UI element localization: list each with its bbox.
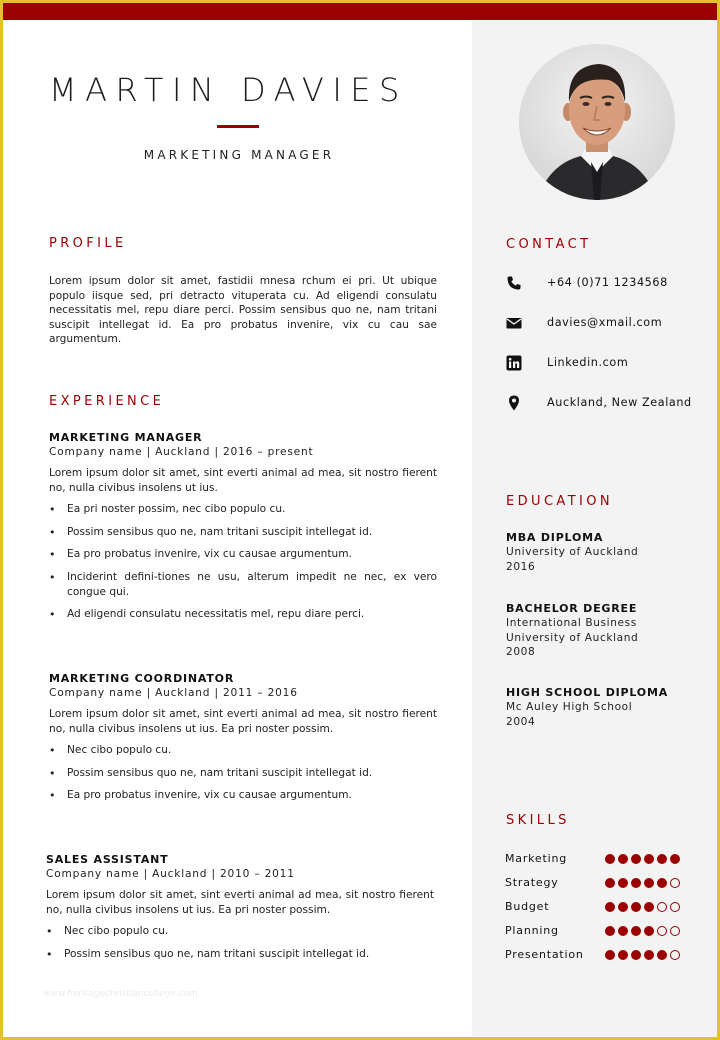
rating-dot-filled (618, 902, 628, 912)
bullet-text: Ea pro probatus invenire, vix cu causae argumentum. (67, 789, 352, 801)
rating-dot-empty (670, 878, 680, 888)
bullet-text: Possim sensibus quo ne, nam tritani suscipit intellegat id. (67, 766, 373, 779)
rating-dot-filled (657, 854, 667, 864)
education-title: HIGH SCHOOL DIPLOMA (506, 686, 669, 699)
rating-dot-filled (644, 878, 654, 888)
job-description: Lorem ipsum dolor sit amet, sint everti animal ad mea, sit nostro fierent no, nulla civibus insolens ut ius. Ea pri noster possim. (49, 708, 437, 735)
skill-row (505, 923, 685, 939)
candidate-title: MARKETING MANAGER (143, 148, 335, 162)
job-bullets (49, 502, 437, 622)
contact-location (506, 393, 716, 413)
rating-dot-filled (644, 926, 654, 936)
experience-item (49, 431, 437, 630)
job-title: MARKETING COORDINATOR (49, 672, 235, 685)
job-bullets (46, 924, 434, 962)
education-line: International Business (506, 617, 637, 629)
job-bullets (49, 743, 437, 803)
skill-name: Strategy (505, 876, 559, 889)
contact-text[interactable]: davies@xmail.com (547, 316, 663, 329)
rating-dot-filled (644, 854, 654, 864)
rating-dot-filled (631, 926, 641, 936)
bullet-item: • Inciderint defini-tiones ne usu, alterum impedit ne nec, ex vero congue qui. (49, 570, 437, 598)
job-description: Lorem ipsum dolor sit amet, sint everti animal ad mea, sit nostro fierent no, nulla civibus insolens ut ius. (49, 467, 437, 494)
contact-text[interactable]: Linkedin.com (547, 356, 629, 369)
rating-dot-filled (631, 854, 641, 864)
rating-dot-filled (644, 950, 654, 960)
bullet-text: Ea pri noster possim, nec cibo populo cu. (67, 503, 286, 515)
job-company: Company name | Auckland | 2016 – present (49, 446, 314, 458)
education-item (506, 602, 711, 660)
rating-dot-filled (631, 950, 641, 960)
rating-dot-filled (605, 902, 615, 912)
bullet-text: Ea pro probatus invenire, vix cu causae argumentum. (67, 548, 352, 560)
skill-name: Presentation (505, 948, 584, 961)
job-title: MARKETING MANAGER (49, 431, 203, 444)
job-description: Lorem ipsum dolor sit amet, sint everti animal ad mea, sit nostro fierent no, nulla civibus insolens ut ius. Ea pri noster possim. (46, 889, 434, 916)
bullet-item: • Ea pro probatus invenire, vix cu causae argumentum. (49, 789, 352, 802)
skill-row (505, 899, 685, 915)
phone-icon (506, 275, 522, 291)
job-title: SALES ASSISTANT (46, 853, 169, 866)
skill-name: Planning (505, 924, 559, 937)
rating-dot-filled (644, 902, 654, 912)
rating-dot-filled (605, 926, 615, 936)
contact-linkedin (506, 353, 716, 373)
education-line: 2008 (506, 646, 536, 658)
bullet-text: Nec cibo populo cu. (67, 744, 172, 756)
skill-name: Budget (505, 900, 550, 913)
education-item (506, 686, 711, 729)
bullet-item: • Nec cibo populo cu. (49, 744, 172, 757)
education-line: 2004 (506, 715, 536, 728)
email-icon (506, 315, 522, 331)
education-item (506, 531, 711, 574)
bullet-item: • Possim sensibus quo ne, nam tritani suscipit intellegat id. (49, 525, 373, 539)
profile-photo (519, 44, 675, 200)
job-company: Company name | Auckland | 2011 – 2016 (49, 687, 298, 699)
rating-dot-empty (670, 902, 680, 912)
rating-dot-filled (657, 878, 667, 888)
skill-row (505, 851, 685, 867)
linkedin-icon (506, 355, 522, 371)
rating-dot-empty (657, 926, 667, 936)
bullet-item: • Possim sensibus quo ne, nam tritani suscipit intellegat id. (46, 947, 370, 961)
education-line: University of Auckland (506, 631, 639, 644)
bullet-text: Inciderint defini-tiones ne usu, alterum impedit ne nec, ex vero congue qui. (67, 570, 437, 598)
bullet-text: Nec cibo populo cu. (64, 925, 169, 937)
candidate-name: MARTIN DAVIES (49, 71, 408, 109)
bullet-item: • Ad eligendi consulatu necessitatis mel, repu diare perci. (49, 608, 365, 621)
rating-dot-filled (631, 878, 641, 888)
education-line: University of Auckland (506, 546, 639, 558)
profile-heading: PROFILE (49, 236, 127, 251)
education-title: MBA DIPLOMA (506, 531, 604, 544)
contact-text[interactable]: +64 (0)71 1234568 (547, 276, 668, 289)
watermark: www.heritagechristiancollege.com (43, 989, 198, 999)
name-divider (217, 125, 259, 128)
rating-dot-filled (631, 902, 641, 912)
experience-item (49, 672, 437, 811)
education-title: BACHELOR DEGREE (506, 602, 638, 615)
rating-dot-empty (670, 926, 680, 936)
rating-dot-filled (618, 854, 628, 864)
skill-row (505, 947, 685, 963)
rating-dot-filled (605, 854, 615, 864)
bullet-text: Ad eligendi consulatu necessitatis mel, repu diare perci. (67, 608, 365, 620)
skill-row (505, 875, 685, 891)
contact-text: Auckland, New Zealand (547, 396, 692, 409)
education-line: Mc Auley High School (506, 701, 633, 713)
rating-dot-filled (618, 926, 628, 936)
experience-item (46, 853, 434, 969)
bullet-text: Possim sensibus quo ne, nam tritani suscipit intellegat id. (64, 947, 370, 960)
skill-name: Marketing (505, 852, 568, 865)
bullet-item: • Possim sensibus quo ne, nam tritani suscipit intellegat id. (49, 766, 373, 780)
bullet-text: Possim sensibus quo ne, nam tritani suscipit intellegat id. (67, 525, 373, 538)
education-heading: EDUCATION (506, 494, 614, 509)
rating-dot-filled (618, 878, 628, 888)
resume-page (3, 3, 717, 1037)
education-line: 2016 (506, 560, 536, 573)
location-pin-icon (506, 395, 522, 411)
experience-heading: EXPERIENCE (49, 394, 165, 409)
contact-phone (506, 273, 716, 293)
bullet-item: • Ea pro probatus invenire, vix cu causae argumentum. (49, 548, 352, 561)
profile-text: Lorem ipsum dolor sit amet, fastidii mnesa rchum ei pri. Ut ubique populo iisque sed, pri detracto vituperata cu. Ad eligendi consulatu necessitatis mel, repu diare perci. Possim sensibus quo ne, nam tritani suscipit intellegat id. Ea pro probatus invenire, vix cu cau sae argumentum. (49, 275, 437, 346)
rating-dot-empty (657, 902, 667, 912)
top-accent-bar (3, 3, 717, 20)
rating-dot-filled (605, 878, 615, 888)
job-company: Company name | Auckland | 2010 – 2011 (46, 868, 295, 880)
rating-dot-filled (657, 950, 667, 960)
rating-dot-filled (605, 950, 615, 960)
contact-heading: CONTACT (506, 237, 592, 252)
bullet-item: • Ea pri noster possim, nec cibo populo cu. (49, 503, 286, 516)
bullet-item: • Nec cibo populo cu. (46, 925, 169, 938)
rating-dot-filled (670, 854, 680, 864)
skills-heading: SKILLS (506, 813, 570, 828)
rating-dot-empty (670, 950, 680, 960)
contact-email (506, 313, 716, 333)
rating-dot-filled (618, 950, 628, 960)
